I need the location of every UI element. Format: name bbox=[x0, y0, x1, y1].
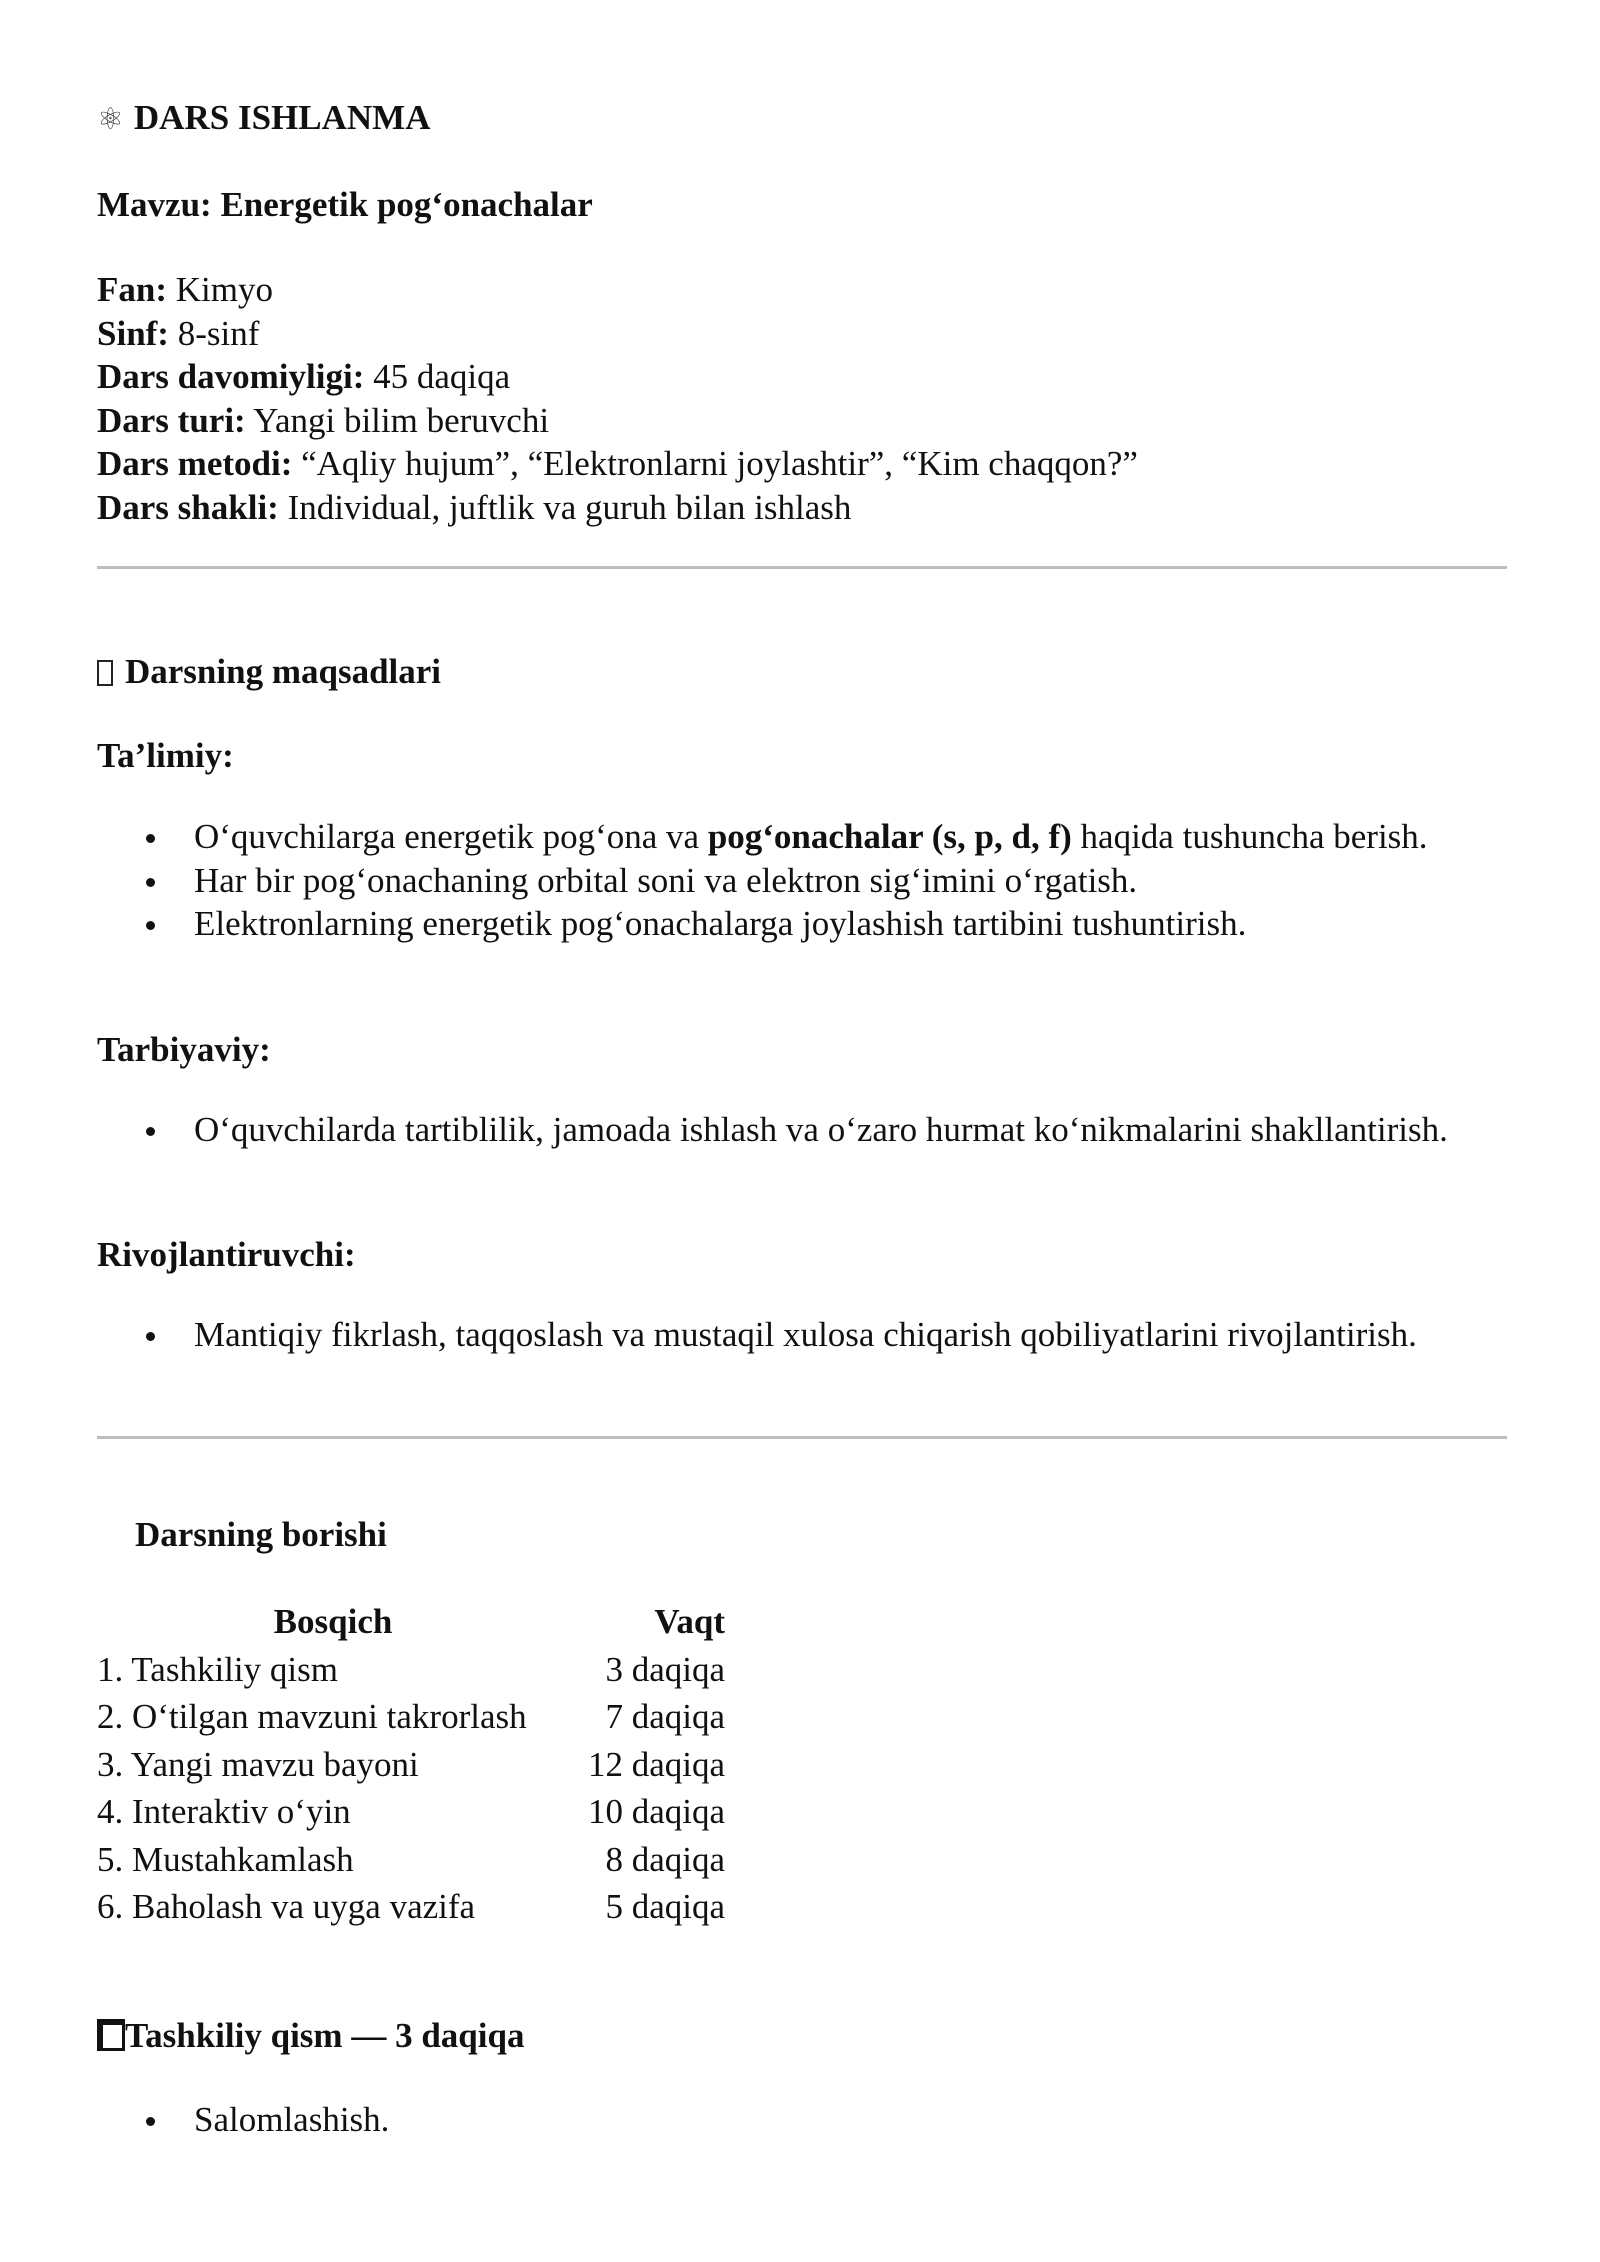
tashkiliy-heading bbox=[97, 2018, 524, 2053]
meta-value: Individual, juftlik va guruh bilan ishlash bbox=[287, 487, 852, 527]
meta-row-method bbox=[97, 442, 1138, 486]
document-title bbox=[97, 100, 430, 135]
meta-row-grade bbox=[97, 312, 1138, 356]
rivojlantiruvchi-heading: Rivojlantiruvchi: bbox=[97, 1235, 356, 1274]
list-item: O‘quvchilarda tartiblilik, jamoada ishlash va o‘zaro hurmat ko‘nikmalarini shakllantirish. bbox=[97, 1108, 1507, 1152]
meta-row-form bbox=[97, 486, 1138, 530]
table-row bbox=[97, 1646, 725, 1694]
table-row bbox=[97, 1788, 725, 1836]
meta-value: 45 daqiqa bbox=[373, 357, 511, 396]
topic-heading: Mavzu: Energetik pog‘onachalar bbox=[97, 185, 593, 224]
column-header-stage: Bosqich bbox=[273, 1602, 393, 1641]
stage-cell: 5. Mustahkamlash bbox=[97, 1839, 354, 1879]
square-icon bbox=[97, 2019, 125, 2051]
time-cell: 5 daqiqa bbox=[605, 1887, 725, 1926]
list-item-text: O‘quvchilarga energetik pog‘ona va bbox=[194, 817, 708, 856]
time-cell: 12 daqiqa bbox=[587, 1744, 725, 1784]
time-cell: 7 daqiqa bbox=[605, 1697, 725, 1736]
meta-value: Kimyo bbox=[175, 270, 273, 309]
lesson-meta bbox=[97, 268, 1138, 529]
time-cell: 10 daqiqa bbox=[587, 1792, 725, 1831]
talimiy-heading: Ta’limiy: bbox=[97, 736, 234, 775]
target-icon bbox=[97, 660, 113, 686]
stage-cell: 4. Interaktiv o‘yin bbox=[97, 1792, 351, 1831]
meta-value: “Aqliy hujum”, “Elektronlarni joylashtir”, “Kim chaqqon?” bbox=[301, 444, 1138, 483]
meta-label: Dars turi: bbox=[97, 400, 246, 440]
stage-cell: 6. Baholash va uyga vazifa bbox=[97, 1887, 476, 1926]
table-row bbox=[97, 1883, 725, 1931]
meta-label: Dars shakli: bbox=[97, 487, 279, 527]
stage-cell: 1. Tashkiliy qism bbox=[97, 1649, 338, 1689]
list-item: Salomlashish. bbox=[97, 2098, 1507, 2142]
rivojlantiruvchi-list bbox=[97, 1313, 1507, 1357]
lesson-plan-table bbox=[97, 1598, 725, 1931]
meta-row-subject bbox=[97, 268, 1138, 312]
goals-heading-text: Darsning maqsadlari bbox=[125, 652, 442, 691]
tashkiliy-heading-text: Tashkiliy qism — 3 daqiqa bbox=[125, 2016, 525, 2055]
goals-heading bbox=[97, 654, 441, 689]
meta-value: Yangi bilim beruvchi bbox=[253, 400, 550, 440]
table-header-row bbox=[97, 1598, 725, 1646]
table-row bbox=[97, 1836, 725, 1884]
tarbiyaviy-list bbox=[97, 1108, 1507, 1152]
tashkiliy-list bbox=[97, 2098, 1507, 2142]
time-cell: 8 daqiqa bbox=[605, 1839, 725, 1879]
list-item-text: haqida tushuncha berish. bbox=[1071, 817, 1428, 856]
tarbiyaviy-heading: Tarbiyaviy: bbox=[97, 1030, 271, 1069]
meta-label: Sinf: bbox=[97, 313, 169, 353]
document-title-text: DARS ISHLANMA bbox=[133, 98, 431, 137]
meta-label: Dars davomiyligi: bbox=[97, 357, 365, 396]
stage-cell: 2. O‘tilgan mavzuni takrorlash bbox=[97, 1697, 527, 1736]
list-item: Mantiqiy fikrlash, taqqoslash va mustaqil xulosa chiqarish qobiliyatlarini rivojlantirish. bbox=[97, 1313, 1507, 1357]
meta-row-duration bbox=[97, 355, 1138, 399]
meta-label: Fan: bbox=[97, 270, 167, 309]
list-item-bold: pog‘onachalar (s, p, d, f) bbox=[707, 817, 1072, 856]
list-item: Har bir pog‘onachaning orbital soni va elektron sig‘imini o‘rgatish. bbox=[97, 859, 1507, 903]
plan-heading: Darsning borishi bbox=[135, 1515, 387, 1554]
horizontal-divider bbox=[97, 566, 1507, 569]
meta-row-type bbox=[97, 399, 1138, 443]
talimiy-list bbox=[97, 815, 1507, 946]
list-item bbox=[97, 815, 1507, 859]
meta-value: 8-sinf bbox=[177, 313, 260, 353]
list-item: Elektronlarning energetik pog‘onachalarga joylashish tartibini tushuntirish. bbox=[97, 902, 1507, 946]
table-row bbox=[97, 1693, 725, 1741]
atom-icon: ⚛ bbox=[97, 102, 124, 137]
meta-label: Dars metodi: bbox=[97, 444, 293, 483]
table-row bbox=[97, 1741, 725, 1789]
column-header-time: Vaqt bbox=[654, 1602, 725, 1641]
horizontal-divider bbox=[97, 1436, 1507, 1439]
stage-cell: 3. Yangi mavzu bayoni bbox=[97, 1744, 419, 1784]
time-cell: 3 daqiqa bbox=[605, 1649, 725, 1689]
